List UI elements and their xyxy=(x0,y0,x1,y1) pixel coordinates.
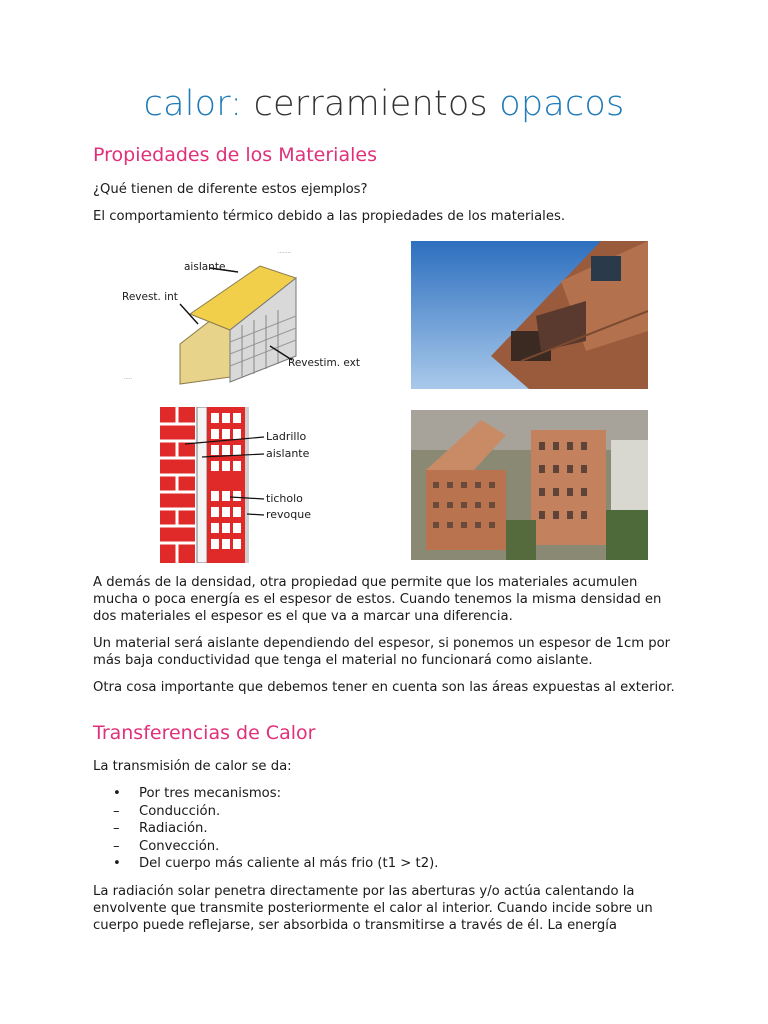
title-part-opacos: opacos xyxy=(499,84,625,124)
label-revoque: revoque xyxy=(266,508,312,521)
list-item xyxy=(113,785,438,803)
paragraph-aislante-espesor: Un material será aislante dependiendo del espesor, si ponemos un espesor de 1cm por más baja conductividad que tenga el material no funcionará como aislante. xyxy=(93,636,671,668)
dash-marker: – xyxy=(113,803,120,819)
list-item-text: Convección. xyxy=(139,838,220,854)
dash-marker: – xyxy=(113,838,120,854)
list-item-text: Radiación. xyxy=(139,821,208,837)
label-aislante: aislante xyxy=(184,261,226,273)
wood-wall-diagram xyxy=(120,244,360,386)
wooden-house-photo xyxy=(411,241,648,389)
label-revest-int: Revest. int xyxy=(122,291,178,303)
brick-buildings-image xyxy=(411,410,648,560)
wooden-house-image xyxy=(411,241,648,389)
list-item xyxy=(113,803,438,821)
list-item xyxy=(113,838,438,856)
label-ticholo: ticholo xyxy=(266,492,303,505)
dash-marker: – xyxy=(113,821,120,837)
paragraph-densidad: A demás de la densidad, otra propiedad que permite que los materiales acumulen mucha o poca energía es el espesor de estos. Cuando tenemos la misma densidad en dos materiales el espesor es el que va a marcar una diferencia. xyxy=(93,575,662,624)
section-heading-propiedades: Propiedades de los Materiales xyxy=(93,144,377,166)
transmission-intro-paragraph: La transmisión de calor se da: xyxy=(93,759,292,774)
bullet-marker: • xyxy=(113,856,121,872)
question-paragraph: ¿Qué tienen de diferente estos ejemplos? xyxy=(93,182,368,197)
list-item xyxy=(113,855,438,873)
intro-paragraph: El comportamiento térmico debido a las propiedades de los materiales. xyxy=(93,209,566,224)
title-part-cerramientos: cerramientos xyxy=(253,84,488,124)
svg-text:········: ········ xyxy=(278,250,291,256)
list-item-text: Por tres mecanismos: xyxy=(139,786,282,801)
page-title xyxy=(0,84,768,124)
list-item xyxy=(113,820,438,838)
paragraph-radiacion-solar: La radiación solar penetra directamente por las aberturas y/o actúa calentando la envolvente que transmite posteriormente el calor al interior. Cuando incide sobre un cuerpo puede reflejarse, ser absorbida o transmitirse a través de él. La energía xyxy=(93,884,653,933)
label-aislante-brick: aislante xyxy=(266,447,310,460)
section-heading-transferencias: Transferencias de Calor xyxy=(93,722,316,744)
bullet-marker: • xyxy=(113,786,121,801)
brick-wall-section-diagram xyxy=(160,407,320,563)
list-item-text: Conducción. xyxy=(139,803,221,819)
heat-transfer-list xyxy=(113,785,438,873)
title-part-calor: calor: xyxy=(143,84,243,124)
brick-buildings-photo xyxy=(411,410,648,560)
label-revestim-ext: Revestim. ext xyxy=(288,357,360,369)
paragraph-areas-expuestas: Otra cosa importante que debemos tener en cuenta son las áreas expuestas al exterior. xyxy=(93,680,675,695)
svg-text:·····: ····· xyxy=(124,376,132,382)
label-ladrillo: Ladrillo xyxy=(266,430,307,443)
list-item-text: Del cuerpo más caliente al más frio (t1 > t2). xyxy=(139,856,439,872)
